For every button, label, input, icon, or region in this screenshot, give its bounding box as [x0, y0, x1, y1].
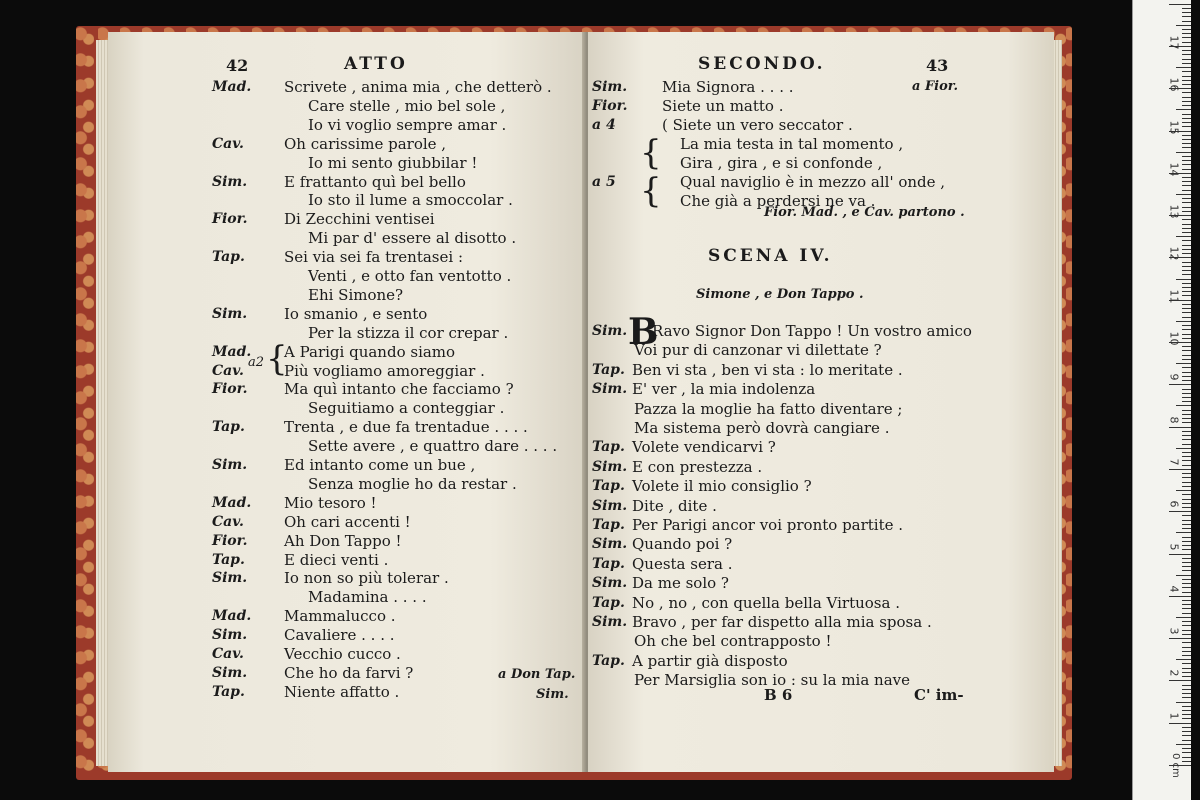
ruler-tick: [1182, 541, 1191, 542]
ruler-tick: [1182, 710, 1191, 711]
ruler-tick: [1182, 139, 1191, 140]
ruler-tick: [1182, 528, 1191, 529]
ruler-tick: [1176, 25, 1191, 26]
a2-label: a2: [248, 355, 265, 370]
ruler-tick: [1182, 59, 1191, 60]
ruler-tick: [1182, 143, 1191, 144]
ruler-tick: [1182, 613, 1191, 614]
ruler-tick: [1182, 456, 1191, 457]
brace-quartet: {: [640, 133, 662, 173]
verse-line: Che già a perdersi ne va .: [680, 192, 876, 210]
ruler-tick: [1182, 190, 1191, 191]
ruler-tick: [1182, 376, 1191, 377]
ruler-tick: [1182, 672, 1191, 673]
verse-line: Ma quì intanto che facciamo ?: [284, 380, 514, 399]
verse-line: Care stelle , mio bel sole ,: [308, 96, 506, 115]
ruler-tick: [1182, 92, 1191, 93]
speaker-label: Cav.: [212, 135, 244, 152]
ruler-tick: [1182, 71, 1191, 72]
speaker-label: Sim.: [592, 323, 628, 339]
ruler-tick: [1182, 63, 1191, 64]
ruler-number: 8: [1167, 416, 1181, 424]
ruler-tick: [1182, 118, 1191, 119]
ruler-tick: [1176, 67, 1191, 68]
verse-line: Di Zecchini ventisei: [284, 210, 435, 229]
speaker-label: Tap.: [212, 551, 245, 568]
verse-line: Volete il mio consiglio ?: [632, 477, 812, 496]
ruler-tick: [1182, 253, 1191, 254]
ruler-tick: [1182, 359, 1191, 360]
speaker-label: Fior.: [212, 532, 248, 549]
speaker-label: Sim.: [592, 536, 628, 553]
ruler-tick: [1176, 405, 1191, 406]
measuring-ruler: [1132, 0, 1191, 800]
verse-line: Che ho da farvi ?: [284, 663, 414, 682]
right-catchword: C' im-: [914, 686, 964, 704]
ruler-tick: [1182, 346, 1191, 347]
ruler-tick: [1182, 515, 1191, 516]
ruler-tick: [1169, 765, 1191, 766]
ruler-tick: [1182, 329, 1191, 330]
verse-line: Trenta , e due fa trentadue . . . .: [284, 418, 528, 437]
ruler-tick: [1182, 473, 1191, 474]
verse-line: Io vi voglio sempre amar .: [308, 115, 507, 134]
ruler-tick: [1182, 397, 1191, 398]
speaker-label: Tap.: [212, 419, 245, 436]
ruler-tick: [1176, 321, 1191, 322]
verse-line: Oh che bel contrapposto !: [634, 632, 832, 651]
ruler-tick: [1182, 334, 1191, 335]
ruler-tick: [1182, 608, 1191, 609]
ruler-tick: [1182, 731, 1191, 732]
ruler-tick: [1182, 42, 1191, 43]
ruler-tick: [1182, 410, 1191, 411]
ruler-tick: [1182, 147, 1191, 148]
ruler-tick: [1182, 355, 1191, 356]
ruler-tick: [1182, 477, 1191, 478]
ruler-tick: [1182, 714, 1191, 715]
ruler-tick: [1182, 604, 1191, 605]
ruler-tick: [1182, 439, 1191, 440]
scene-characters: Simone , e Don Tappo .: [696, 287, 864, 302]
drop-cap: B: [628, 311, 659, 353]
verse-line: Mio tesoro !: [284, 493, 377, 512]
left-catchword: Sim.: [536, 687, 569, 702]
ruler-tick: [1182, 240, 1191, 241]
ruler-tick: [1182, 642, 1191, 643]
ruler-tick: [1182, 367, 1191, 368]
speaker-label: Cav.: [212, 362, 244, 379]
ruler-tick: [1182, 54, 1191, 55]
ruler-tick: [1182, 114, 1191, 115]
ruler-tick: [1182, 101, 1191, 102]
ruler-number: 11: [1167, 289, 1181, 304]
verse-line: Niente affatto .: [284, 682, 400, 701]
speaker-label: a 4: [592, 117, 616, 133]
ruler-tick: [1176, 236, 1191, 237]
verse-line: Ravo Signor Don Tappo ! Un vostro amico: [652, 322, 972, 340]
ruler-tick: [1182, 164, 1191, 165]
ruler-tick: [1182, 317, 1191, 318]
speaker-label: Sim.: [212, 570, 248, 587]
verse-line: Io smanio , e sento: [284, 304, 428, 323]
speaker-label: Tap.: [592, 594, 625, 611]
verse-line: Oh carissime parole ,: [284, 134, 447, 153]
verse-line: Cavaliere . . . .: [284, 626, 395, 645]
ruler-tick: [1182, 389, 1191, 390]
ruler-tick: [1182, 634, 1191, 635]
ruler-tick: [1182, 693, 1191, 694]
ruler-tick: [1182, 76, 1191, 77]
ruler-tick: [1182, 748, 1191, 749]
ruler-tick: [1182, 198, 1191, 199]
ruler-tick: [1182, 295, 1191, 296]
verse-line: Mi par d' essere al disotto .: [308, 229, 517, 248]
right-page: [588, 32, 1054, 772]
left-page: [108, 32, 586, 772]
ruler-tick: [1176, 109, 1191, 110]
verse-line: Oh cari accenti !: [284, 512, 411, 531]
speaker-label: Fior.: [592, 98, 628, 114]
verse-line: Scrivete , anima mia , che detterò .: [284, 78, 552, 96]
ruler-tick: [1182, 740, 1191, 741]
ruler-number: 1: [1167, 712, 1181, 720]
ruler-tick: [1182, 422, 1191, 423]
ruler-tick: [1182, 630, 1191, 631]
verse-line: Sette avere , e quattro dare . . . .: [308, 437, 558, 456]
ruler-tick: [1182, 579, 1191, 580]
verse-line: Dite , dite .: [632, 496, 717, 515]
verse-line: Mia Signora . . . .: [662, 78, 794, 96]
ruler-tick: [1182, 8, 1191, 9]
ruler-tick: [1182, 266, 1191, 267]
verse-line: Ah Don Tappo !: [284, 531, 402, 550]
ruler-tick: [1182, 435, 1191, 436]
ruler-tick: [1182, 325, 1191, 326]
ruler-tick: [1176, 490, 1191, 491]
ruler-tick: [1182, 651, 1191, 652]
ruler-tick: [1182, 249, 1191, 250]
ruler-number: 4: [1167, 585, 1181, 593]
ruler-tick: [1182, 37, 1191, 38]
ruler-tick: [1182, 499, 1191, 500]
ruler-tick: [1182, 562, 1191, 563]
ruler-tick: [1182, 752, 1191, 753]
verse-line: Bravo , per far dispetto alla mia sposa .: [632, 613, 932, 631]
ruler-tick: [1182, 185, 1191, 186]
right-page-number: 43: [926, 56, 949, 75]
ruler-tick: [1182, 274, 1191, 275]
ruler-number: 16: [1167, 77, 1181, 92]
ruler-number: 15: [1167, 120, 1181, 134]
speaker-label: Tap.: [592, 361, 625, 378]
ruler-number: 10: [1167, 331, 1181, 346]
ruler-tick: [1182, 283, 1191, 284]
speaker-label: Sim.: [212, 457, 248, 473]
ruler-tick: [1176, 659, 1191, 660]
verse-line: E frattanto quì bel bello: [284, 172, 466, 191]
verse-line: Per Marsiglia son io : su la mia nave: [634, 671, 911, 690]
verse-line: Pazza la moglie ha fatto diventare ;: [634, 399, 903, 418]
ruler-tick: [1182, 414, 1191, 415]
ruler-tick: [1182, 418, 1191, 419]
ruler-number: 2: [1167, 669, 1181, 677]
ruler-tick: [1182, 126, 1191, 127]
stage-aside: a Don Tap.: [498, 667, 576, 682]
ruler-tick: [1182, 207, 1191, 208]
ruler-tick: [1182, 706, 1191, 707]
ruler-number: 13: [1167, 204, 1181, 219]
ruler-tick: [1182, 224, 1191, 225]
ruler-tick: [1182, 587, 1191, 588]
verse-line: Io mi sento giubbilar !: [308, 153, 478, 172]
ruler-tick: [1176, 152, 1191, 153]
ruler-tick: [1182, 291, 1191, 292]
ruler-tick: [1182, 452, 1191, 453]
left-running-head: ATTO: [344, 54, 408, 74]
speaker-label: Sim.: [592, 497, 628, 514]
left-page-number: 42: [226, 56, 249, 75]
ruler-tick: [1182, 304, 1191, 305]
ruler-tick: [1182, 202, 1191, 203]
ruler-tick: [1182, 545, 1191, 546]
speaker-label: Sim.: [212, 664, 248, 681]
ruler-tick: [1182, 503, 1191, 504]
verse-line: Sei via sei fa trentasei :: [284, 248, 464, 267]
verse-line: Mammalucco .: [284, 607, 396, 626]
ruler-tick: [1182, 177, 1191, 178]
ruler-tick: [1182, 50, 1191, 51]
ruler-tick: [1182, 135, 1191, 136]
ruler-tick: [1182, 592, 1191, 593]
ruler-tick: [1182, 380, 1191, 381]
verse-line: Per Parigi ancor voi pronto partite .: [632, 516, 904, 534]
ruler-tick: [1182, 29, 1191, 30]
verse-line: La mia testa in tal momento ,: [680, 135, 904, 153]
ruler-tick: [1182, 33, 1191, 34]
ruler-tick: [1182, 570, 1191, 571]
ruler-tick: [1182, 757, 1191, 758]
ruler-number: 9: [1167, 373, 1181, 381]
ruler-tick: [1182, 211, 1191, 212]
speaker-label: Mad.: [212, 608, 252, 625]
ruler-tick: [1182, 663, 1191, 664]
speaker-label: Fior.: [212, 211, 248, 228]
verse-line: Ed intanto come un bue ,: [284, 456, 476, 474]
speaker-label: Cav.: [212, 646, 244, 662]
ruler-tick: [1182, 287, 1191, 288]
ruler-tick: [1176, 702, 1191, 703]
verse-line: Io non so più tolerar .: [284, 569, 449, 588]
ruler-number: 14: [1167, 162, 1181, 177]
verse-line: Senza moglie ho da restar .: [308, 474, 517, 493]
ruler-tick: [1182, 160, 1191, 161]
ruler-tick: [1182, 676, 1191, 677]
ruler-tick: [1182, 507, 1191, 508]
ruler-tick: [1182, 558, 1191, 559]
verse-line: Voi pur di canzonar vi dilettate ?: [634, 341, 882, 360]
ruler-tick: [1182, 647, 1191, 648]
verse-line: Ma sistema però dovrà cangiare .: [634, 419, 890, 437]
ruler-tick: [1182, 262, 1191, 263]
speaker-label: a 5: [592, 174, 616, 190]
ruler-tick: [1182, 122, 1191, 123]
ruler-tick: [1182, 431, 1191, 432]
ruler-tick: [1182, 685, 1191, 686]
ruler-tick: [1182, 245, 1191, 246]
verse-line: ( Siete un vero seccator .: [662, 116, 853, 134]
speaker-label: Sim.: [592, 614, 628, 630]
ruler-tick: [1182, 727, 1191, 728]
ruler-number: 3: [1167, 627, 1181, 635]
right-running-head: SECONDO.: [698, 54, 826, 74]
ruler-tick: [1182, 537, 1191, 538]
exit-direction: Fior. Mad. , e Cav. partono .: [764, 205, 965, 220]
ruler-tick: [1182, 219, 1191, 220]
ruler-tick: [1182, 228, 1191, 229]
verse-line: Ehi Simone?: [308, 285, 404, 304]
ruler-tick: [1182, 655, 1191, 656]
ruler-tick: [1182, 156, 1191, 157]
ruler-number: 6: [1167, 500, 1181, 508]
ruler-tick: [1182, 494, 1191, 495]
ruler-tick: [1182, 460, 1191, 461]
ruler-tick: [1182, 105, 1191, 106]
verse-line: Quando poi ?: [632, 535, 733, 554]
ruler-tick: [1182, 486, 1191, 487]
speaker-label: Sim.: [212, 173, 248, 190]
ruler-tick: [1182, 718, 1191, 719]
speaker-label: Sim.: [592, 458, 628, 475]
verse-line: E dieci venti .: [284, 550, 389, 569]
ruler-tick: [1176, 448, 1191, 449]
verse-line: Più vogliamo amoreggiar .: [284, 361, 485, 380]
speaker-label: Tap.: [212, 683, 245, 700]
verse-line: A Parigi quando siamo: [284, 342, 456, 361]
ruler-tick: [1182, 393, 1191, 394]
speaker-label: Sim.: [212, 305, 248, 322]
ruler-tick: [1182, 401, 1191, 402]
speaker-label: Sim.: [212, 627, 248, 644]
speaker-label: Sim.: [592, 79, 628, 95]
verse-line: Madamina . . . .: [308, 588, 427, 607]
verse-line: Vecchio cucco .: [284, 645, 401, 663]
ruler-tick: [1182, 12, 1191, 13]
ruler-tick: [1182, 21, 1191, 22]
ruler-number: 17: [1167, 35, 1181, 50]
verse-line: No , no , con quella bella Virtuosa .: [632, 593, 900, 612]
ruler-tick: [1182, 761, 1191, 762]
ruler-tick: [1182, 97, 1191, 98]
ruler-tick: [1182, 549, 1191, 550]
ruler-tick: [1176, 744, 1191, 745]
verse-line: Per la stizza il cor crepar .: [308, 323, 509, 342]
brace-duet: {: [266, 339, 288, 379]
speaker-label: Tap.: [592, 517, 625, 533]
ruler-tick: [1176, 575, 1191, 576]
ruler-tick: [1182, 308, 1191, 309]
verse-line: E con prestezza .: [632, 457, 763, 476]
ruler-number: 12: [1167, 246, 1181, 261]
verse-line: E' ver , la mia indolenza: [632, 380, 816, 399]
ruler-tick: [1182, 465, 1191, 466]
speaker-label: Mad.: [212, 79, 252, 95]
verse-line: Gira , gira , e si confonde ,: [680, 154, 883, 172]
ruler-number: 5: [1167, 543, 1181, 550]
ruler-tick: [1182, 338, 1191, 339]
ruler-tick: [1182, 697, 1191, 698]
ruler-tick: [1182, 181, 1191, 182]
ruler-tick: [1176, 617, 1191, 618]
ruler-tick: [1182, 583, 1191, 584]
speaker-label: Tap.: [592, 478, 625, 495]
ruler-tick: [1182, 566, 1191, 567]
ruler-tick: [1182, 668, 1191, 669]
verse-line: Volete vendicarvi ?: [632, 438, 776, 457]
verse-line: Io sto il lume a smoccolar .: [308, 191, 513, 210]
verse-line: A partir già disposto: [632, 651, 788, 670]
ruler-tick: [1182, 80, 1191, 81]
brace-quintet: {: [640, 171, 662, 211]
verse-line: Siete un matto .: [662, 97, 784, 115]
ruler-tick: [1182, 520, 1191, 521]
ruler-tick: [1182, 169, 1191, 170]
stage-aside: a Fior.: [912, 79, 958, 94]
speaker-label: Sim.: [592, 575, 628, 592]
verse-line: Da me solo ?: [632, 574, 729, 593]
ruler-tick: [1182, 524, 1191, 525]
ruler-tick: [1182, 84, 1191, 85]
speaker-label: Cav.: [212, 513, 244, 530]
ruler-tick: [1176, 194, 1191, 195]
speaker-label: Mad.: [212, 343, 252, 360]
ruler-number: 7: [1167, 458, 1181, 466]
ruler-tick: [1182, 232, 1191, 233]
ruler-tick: [1182, 16, 1191, 17]
scene-title: SCENA IV.: [708, 246, 833, 266]
ruler-tick: [1182, 444, 1191, 445]
verse-line: Seguitiamo a conteggiar .: [308, 399, 505, 418]
ruler-tick: [1176, 279, 1191, 280]
speaker-label: Tap.: [212, 249, 245, 266]
verse-line: Qual naviglio è in mezzo all' onde ,: [680, 173, 946, 191]
speaker-label: Sim.: [592, 381, 628, 398]
ruler-tick: [1182, 625, 1191, 626]
speaker-label: Tap.: [592, 555, 625, 572]
signature-mark: B 6: [764, 686, 793, 704]
ruler-tick: [1169, 4, 1191, 5]
ruler-tick: [1176, 532, 1191, 533]
speaker-label: Fior.: [212, 381, 248, 398]
ruler-tick: [1182, 735, 1191, 736]
verse-line: Venti , e otto fan ventotto .: [308, 267, 512, 285]
ruler-tick: [1182, 270, 1191, 271]
ruler-tick: [1182, 372, 1191, 373]
ruler-tick: [1182, 600, 1191, 601]
speaker-label: Tap.: [592, 439, 625, 456]
speaker-label: Mad.: [212, 494, 252, 511]
verse-line: Ben vi sta , ben vi sta : lo meritate .: [632, 360, 903, 379]
ruler-tick: [1176, 363, 1191, 364]
ruler-tick: [1182, 350, 1191, 351]
ruler-tick: [1182, 482, 1191, 483]
speaker-label: Tap.: [592, 652, 625, 669]
ruler-tick: [1182, 621, 1191, 622]
ruler-tick: [1182, 312, 1191, 313]
ruler-tick: [1182, 689, 1191, 690]
verse-line: Questa sera .: [632, 554, 733, 573]
